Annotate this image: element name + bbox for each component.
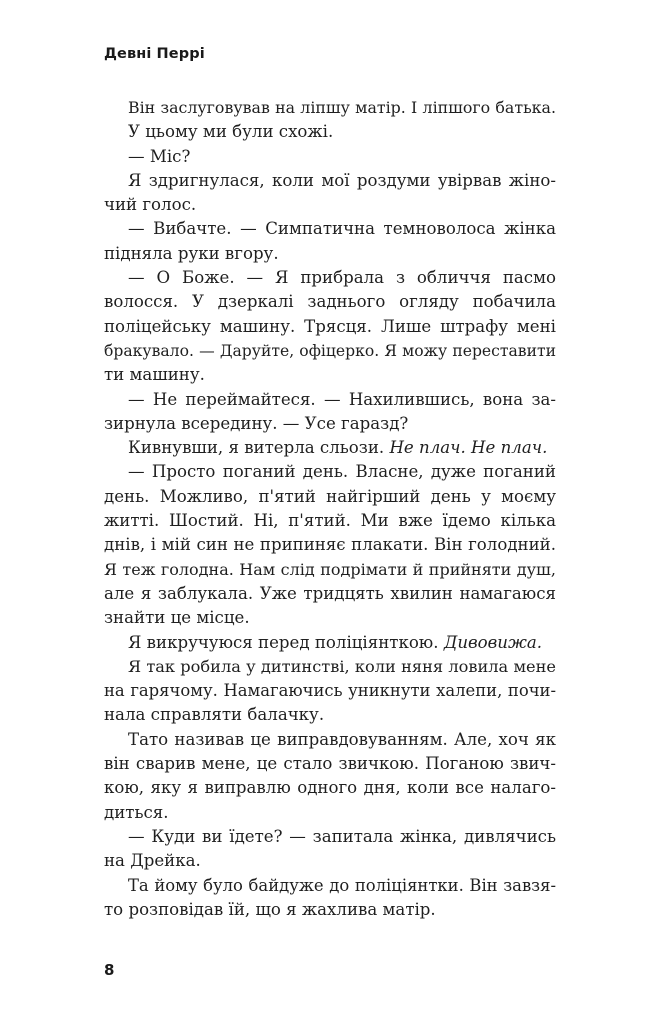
text-fragment: Кивнувши, я витерла сльози.: [128, 438, 385, 458]
text-line: — Куди ви їдете? — запитала жінка, дивлячись: [128, 826, 556, 846]
text-line: У цьому ми були схожі.: [128, 122, 334, 142]
running-head-author: Девні Перрі: [104, 46, 205, 62]
text-line: зирнула всередину. — Усе гаразд?: [104, 413, 409, 433]
text-fragment: Я викручуюся перед поліціянткою.: [128, 632, 439, 652]
text-line: — Міс?: [128, 146, 191, 166]
text-line: він сварив мене, це стало звичкою. Поганою звич-: [104, 754, 556, 774]
text-line: день. Можливо, п'ятий найгірший день у моєму: [104, 486, 556, 506]
text-line: днів, і мій син не припиняє плакати. Він голодний.: [104, 535, 556, 555]
page-number: 8: [104, 961, 115, 979]
text-line: кою, яку я виправлю одного дня, коли все налаго-: [104, 778, 556, 798]
text-line: нала справляти балачку.: [104, 705, 325, 725]
text-line: підняла руки вгору.: [104, 243, 279, 263]
text-line: Він заслуговував на ліпшу матір. І ліпшого батька.: [128, 98, 556, 117]
text-line: на Дрейка.: [104, 851, 201, 871]
text-line: житті. Шостий. Ні, п'ятий. Ми вже їдемо кілька: [104, 511, 556, 531]
text-line: чий голос.: [104, 195, 197, 215]
text-line: — О Боже. — Я прибрала з обличчя пасмо: [128, 268, 556, 288]
text-line: бракувало. — Даруйте, офіцерко. Я можу переставити: [104, 341, 556, 360]
text-line: диться.: [104, 802, 169, 822]
text-line: Я теж голодна. Нам слід подрімати й прийняти душ,: [104, 559, 556, 579]
italic-fragment: Не плач. Не плач.: [389, 438, 548, 458]
text-line: знайти це місце.: [104, 608, 250, 628]
text-line: — Просто поганий день. Власне, дуже поганий: [128, 462, 556, 482]
text-line: поліцейську машину. Трясця. Лише штрафу мені: [104, 316, 556, 336]
text-line: то розповідав їй, що я жахлива матір.: [104, 899, 436, 919]
text-line: волосся. У дзеркалі заднього огляду побачила: [104, 292, 556, 312]
text-line: [104, 631, 556, 655]
text-line: — Не переймайтеся. — Нахилившись, вона за-: [128, 389, 556, 409]
text-line: Та йому було байдуже до поліціянтки. Він завзя-: [128, 875, 556, 895]
italic-fragment: Дивовижа.: [443, 632, 543, 652]
text-line: на гарячому. Намагаючись уникнути халепи, почи-: [104, 681, 556, 701]
text-line: Я так робила у дитинстві, коли няня ловила мене: [128, 656, 556, 676]
text-line: Тато називав це виправдовуванням. Але, хоч як: [128, 729, 556, 749]
text-line: ти машину.: [104, 365, 205, 385]
text-line: Я здригнулася, коли мої роздуми увірвав жіно-: [128, 170, 556, 190]
body-text: [104, 96, 556, 922]
text-line: але я заблукала. Уже тридцять хвилин намагаюся: [104, 583, 556, 603]
text-line: — Вибачте. — Симпатична темноволоса жінка: [128, 219, 556, 239]
text-line: [104, 436, 556, 460]
